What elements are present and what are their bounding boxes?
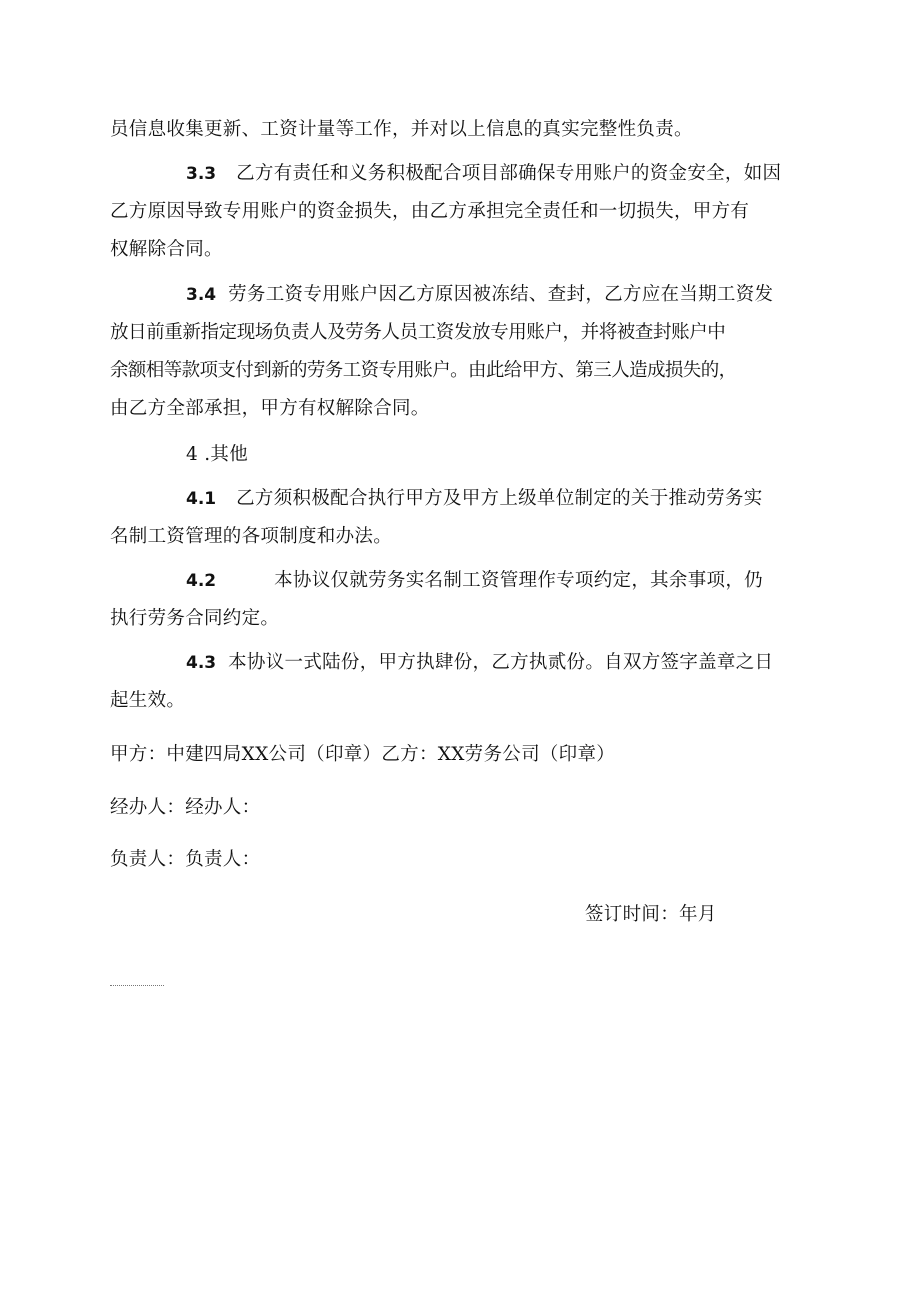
clause-3-3-number: 3.3 [186, 164, 217, 184]
clause-4-2-text-line1: 本协议仅就劳务实名制工资管理作专项约定，其余事项，仍 [274, 570, 763, 591]
signature-responsible: 负责人：负责人： [110, 849, 261, 870]
signing-date: 签订时间：年月 [585, 904, 717, 925]
clause-4-3-text-line1: 本协议一式陆份，甲方执肆份，乙方执贰份。自双方签字盖章之日 [228, 652, 774, 673]
clause-3-4-text-line2: 放日前重新指定现场负责人及劳务人员工资发放专用账户，并将被查封账户中 [110, 322, 726, 343]
clause-3-4-text-line1: 劳务工资专用账户因乙方原因被冻结、查封，乙方应在当期工资发 [228, 284, 774, 305]
signature-parties: 甲方：中建四局XX公司（印章）乙方：XX劳务公司（印章） [110, 744, 616, 765]
clause-3-3-text-line2: 乙方原因导致专用账户的资金损失，由乙方承担完全责任和一切损失，甲方有 [110, 201, 750, 222]
clause-4-2-first-line [186, 569, 763, 593]
clause-4-1-text-line2: 名制工资管理的各项制度和办法。 [110, 526, 393, 547]
clause-4-3-number: 4.3 [186, 653, 217, 673]
clause-4-2-number: 4.2 [186, 571, 217, 591]
clause-3-4-number: 3.4 [186, 285, 217, 305]
paragraph-intro-continuation: 员信息收集更新、工资计量等工作，并对以上信息的真实完整性负责。 [110, 119, 693, 140]
signature-handlers: 经办人：经办人： [110, 797, 261, 818]
clause-4-3-first-line [186, 651, 773, 675]
clause-3-4-text-line3: 余额相等款项支付到新的劳务工资专用账户。由此给甲方、第三人造成损失的， [110, 360, 737, 381]
clause-3-4-first-line [186, 283, 773, 307]
footnote-divider [110, 985, 164, 986]
clause-4-2-text-line2: 执行劳务合同约定。 [110, 608, 280, 629]
clause-3-4-text-line4: 由乙方全部承担，甲方有权解除合同。 [110, 398, 430, 419]
clause-3-3-text-line1: 乙方有责任和义务积极配合项目部确保专用账户的资金安全，如因 [236, 163, 782, 184]
section-4-heading: 4 .其他 [186, 444, 249, 465]
clause-3-3-first-line [186, 162, 781, 186]
clause-3-3-text-line3: 权解除合同。 [110, 239, 223, 260]
clause-4-1-first-line [186, 487, 763, 511]
clause-4-1-text-line1: 乙方须积极配合执行甲方及甲方上级单位制定的关于推动劳务实 [236, 488, 763, 509]
clause-4-3-text-line2: 起生效。 [110, 690, 186, 711]
clause-4-1-number: 4.1 [186, 489, 217, 509]
